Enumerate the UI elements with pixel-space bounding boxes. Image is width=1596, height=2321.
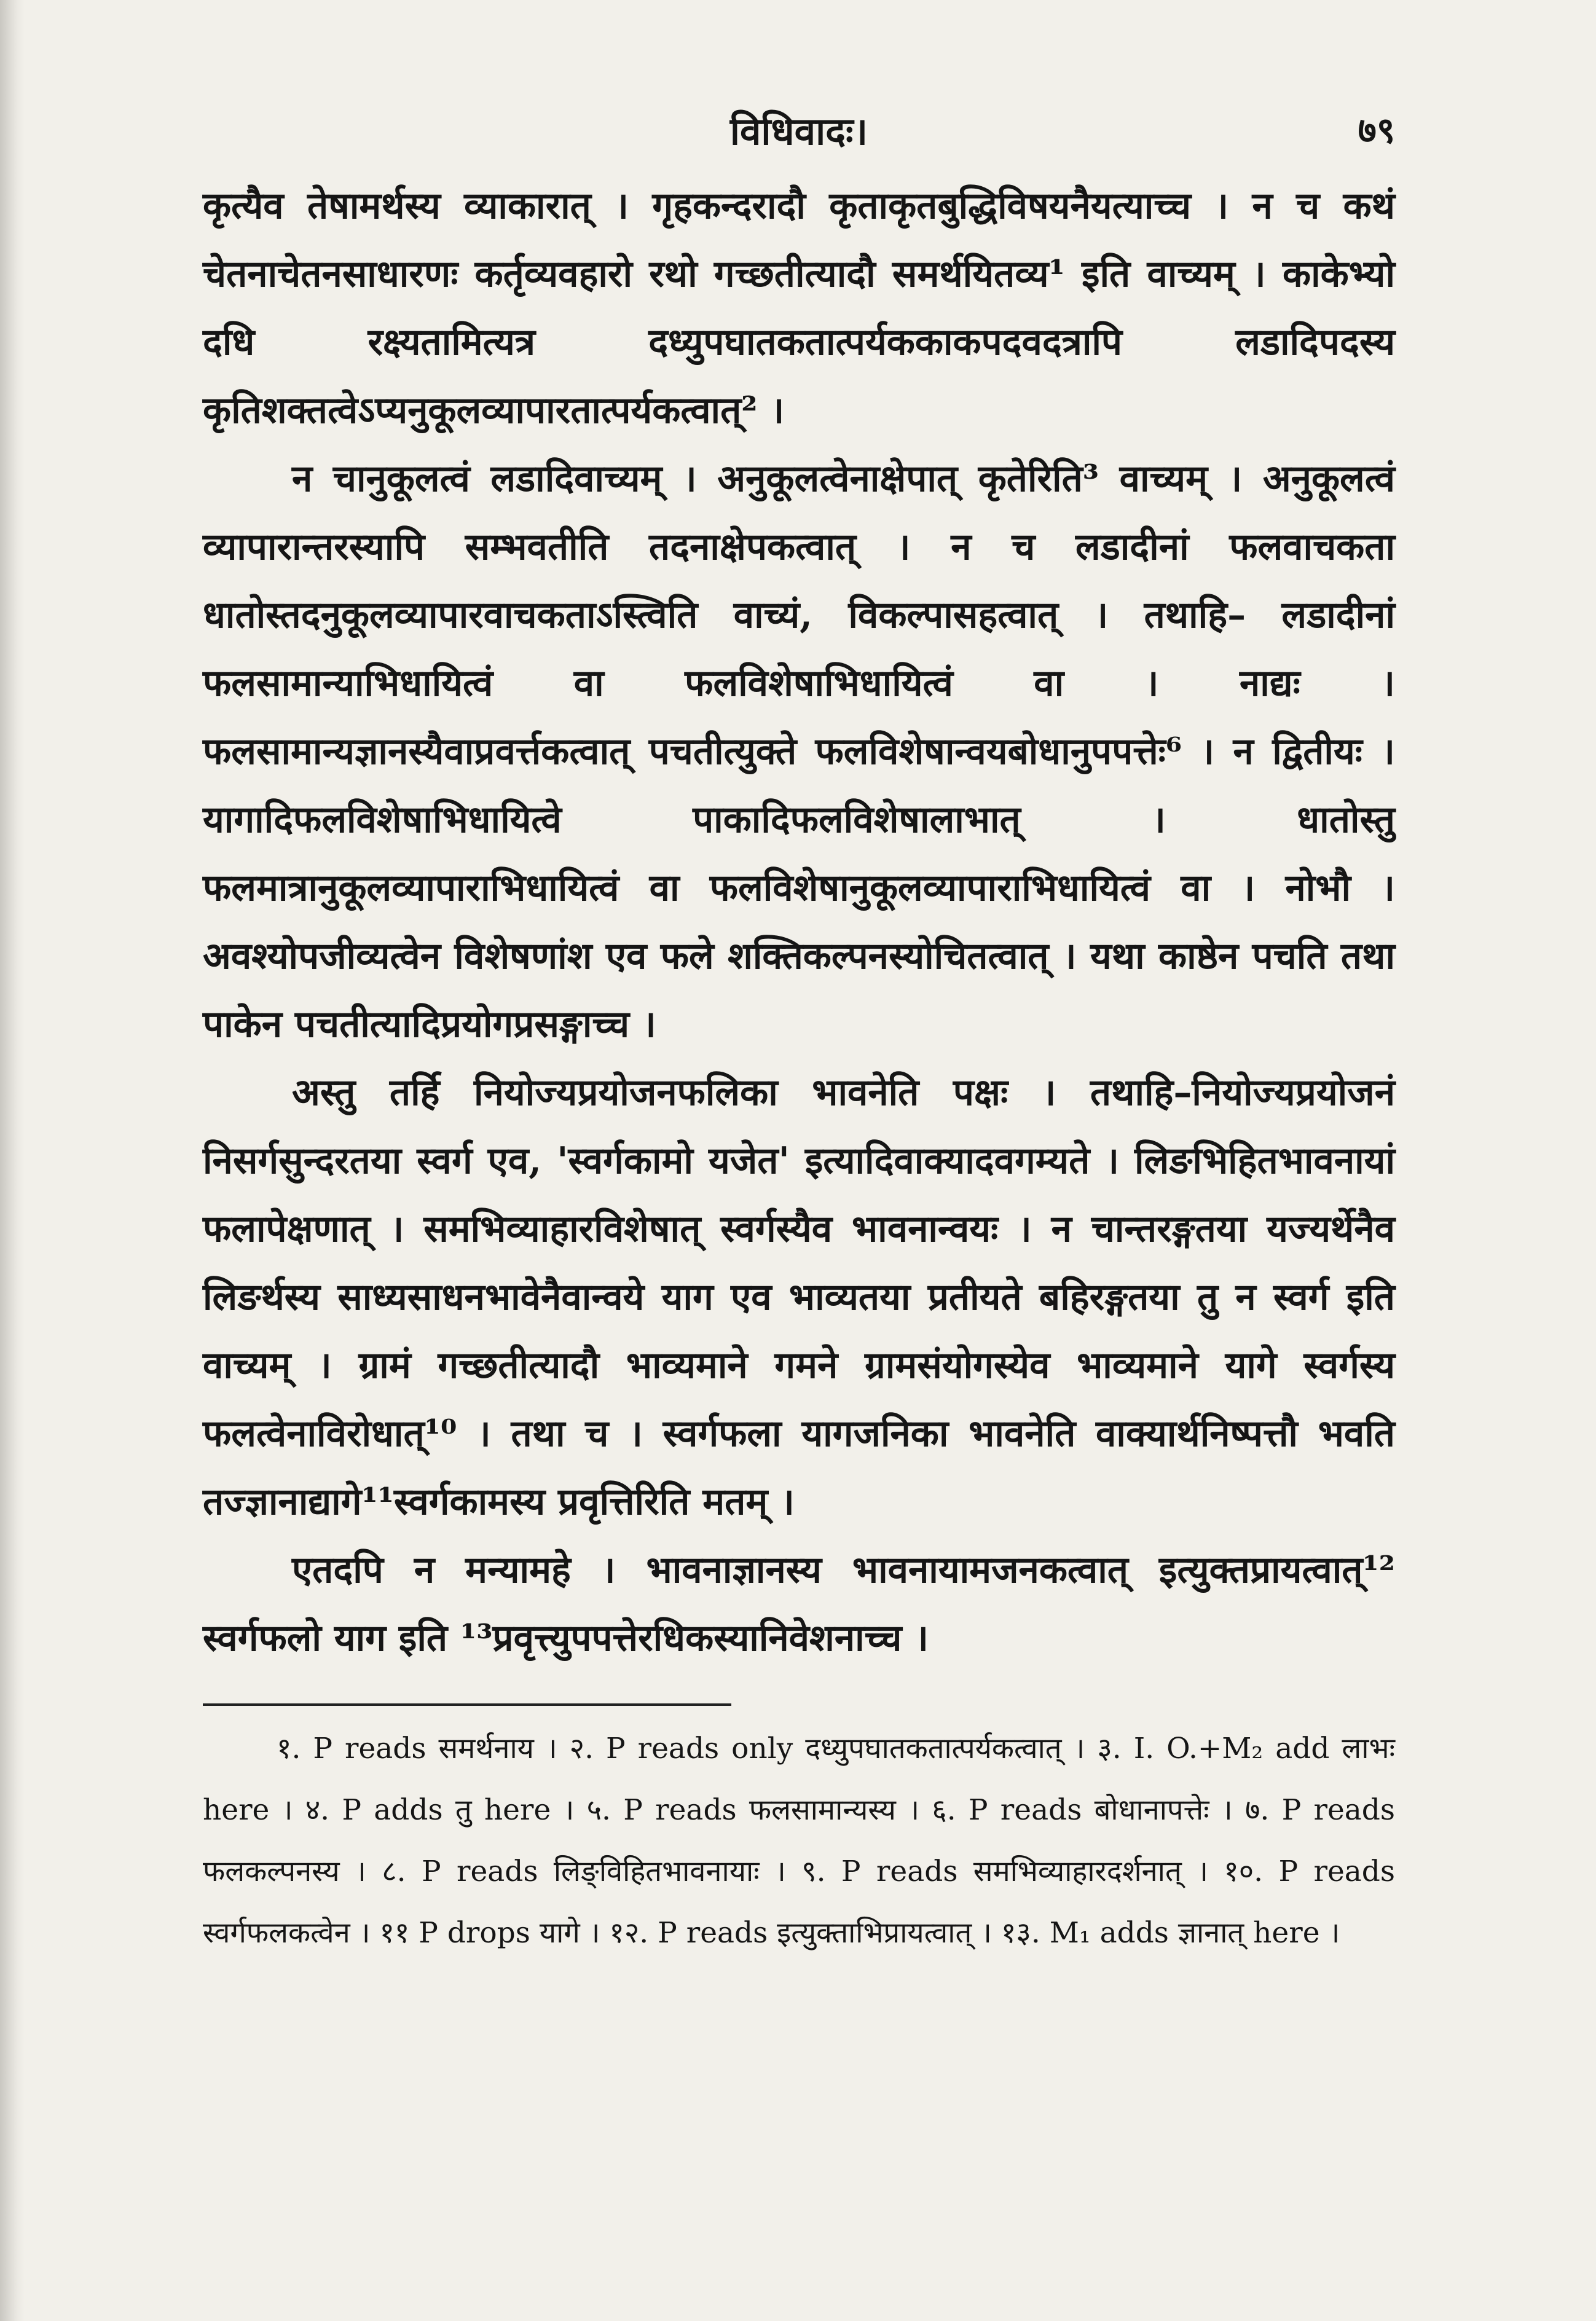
- page-edge-shadow: [0, 0, 25, 2321]
- footnote-divider: [203, 1703, 731, 1706]
- paragraph-3: अस्तु तर्हि नियोज्यप्रयोजनफलिका भावनेति पक्षः । तथाहि–नियोज्यप्रयोजनं निसर्गसुन्दरतया स्वर्ग एव, 'स्वर्गकामो यजेत' इत्यादिवाक्यादवगम्यते । लिङभिहितभावनायां फलापेक्षणात् । समभिव्याहारविशेषात् स्वर्गस्यैव भावनान्वयः । न चान्तरङ्गतया यज्यर्थेनैव लिङर्थस्य साध्यसाधनभावेनैवान्वये याग एव भाव्यतया प्रतीयते बहिरङ्गतया तु न स्वर्ग इति वाच्यम् । ग्रामं गच्छतीत्यादौ भाव्यमाने गमने ग्रामसंयोगस्येव भाव्यमाने यागे स्वर्गस्य फलत्वेनाविरोधात्¹⁰ । तथा च । स्वर्गफला यागजनिका भावनेति वाक्यार्थनिष्पत्तौ भवति तज्ज्ञानाद्यागे¹¹स्वर्गकामस्य प्रवृत्तिरिति मतम् ।: [203, 1071, 1395, 1523]
- footnotes: १. P reads समर्थनाय । २. P reads only दध्युपघातकतात्पर्यकत्वात् । ३. I. O.+M₂ add लाभः here । ४. P adds तु here । ५. P reads फलसामान्यस्य । ६. P reads बोधानापत्तेः । ७. P reads फलकल्पनस्य । ८. P reads लिङ्विहितभावनायाः । ९. P reads समभिव्याहारदर्शनात् । १०. P reads स्वर्गफलकत्वेन । ११ P drops यागे । १२. P reads इत्युक्ताभिप्रायत्वात् । १३. M₁ adds ज्ञानात् here ।: [203, 1732, 1395, 1950]
- book-page: [203, 92, 1395, 1964]
- main-text: [203, 172, 1395, 1673]
- running-title: विधिवादः।: [729, 109, 868, 154]
- paragraph-2: न चानुकूलत्वं लडादिवाच्यम् । अनुकूलत्वेनाक्षेपात् कृतेरिति³ वाच्यम् । अनुकूलत्वं व्यापारान्तरस्यापि सम्भवतीति तदनाक्षेपकत्वात् । न च लडादीनां फलवाचकता धातोस्तदनुकूलव्यापारवाचकताऽस्त्विति वाच्यं, विकल्पासहत्वात् । तथाहि– लडादीनां फलसामान्याभिधायित्वं वा फलविशेषाभिधायित्वं वा । नाद्यः । फलसामान्यज्ञानस्यैवाप्रवर्त्तकत्वात् पचतीत्युक्ते फलविशेषान्वयबोधानुपपत्तेः⁶ । न द्वितीयः । यागादिफलविशेषाभिधायित्वे पाकादिफलविशेषालाभात् । धातोस्तु फलमात्रानुकूलव्यापाराभिधायित्वं वा फलविशेषानुकूलव्यापाराभिधायित्वं वा । नोभौ । अवश्योपजीव्यत्वेन विशेषणांश एव फले शक्तिकल्पनस्योचितत्वात् । यथा काष्ठेन पचति तथा पाकेन पचतीत्यादिप्रयोगप्रसङ्गाच्च ।: [203, 457, 1395, 1046]
- paragraph-1: कृत्यैव तेषामर्थस्य व्याकारात् । गृहकन्दरादौ कृताकृतबुद्धिविषयनैयत्याच्च । न च कथं चेतनाचेतनसाधारणः कर्तृव्यवहारो रथो गच्छतीत्यादौ समर्थयितव्य¹ इति वाच्यम् । काकेभ्यो दधि रक्ष्यतामित्यत्र दध्युपघातकतात्पर्यककाकपदवदत्रापि लडादिपदस्य कृतिशक्तत्वेऽप्यनुकूलव्यापारतात्पर्यकत्वात्² ।: [203, 184, 1395, 432]
- paragraph-4: एतदपि न मन्यामहे । भावनाज्ञानस्य भावनायामजनकत्वात् इत्युक्तप्रायत्वात्¹² स्वर्गफलो याग इति ¹³प्रवृत्त्युपपत्तेरधिकस्यानिवेशनाच्च ।: [203, 1549, 1395, 1660]
- running-head: [203, 92, 1395, 160]
- page-number: ७९: [1358, 109, 1395, 151]
